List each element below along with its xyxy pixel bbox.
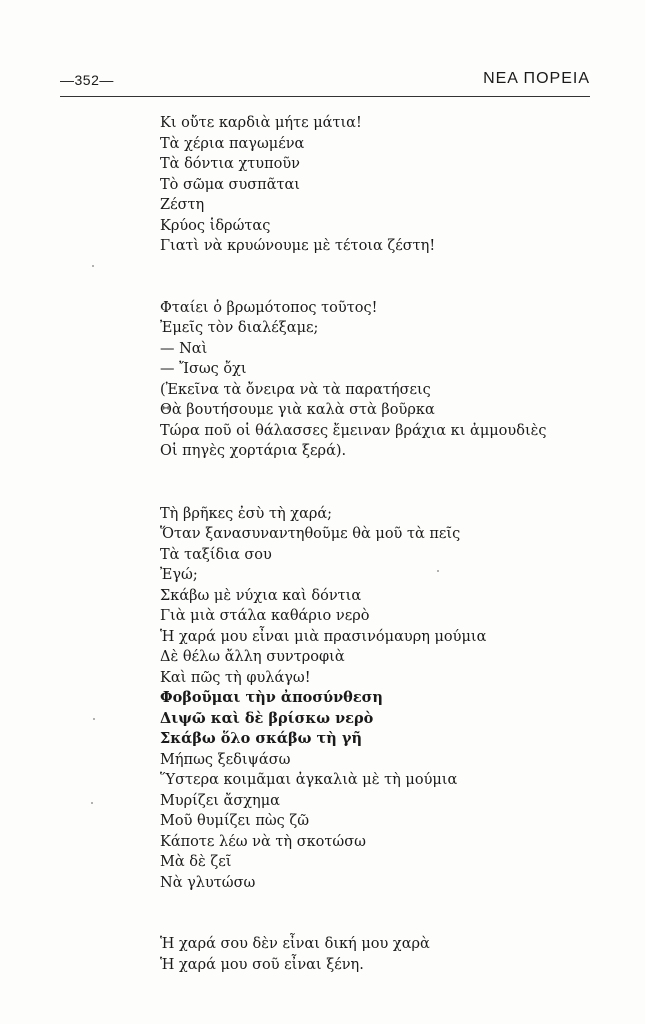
stanza-break — [160, 257, 580, 298]
poem-line: Σκάβω ὅλο σκάβω τὴ γῆ — [160, 730, 362, 747]
stanza-break — [160, 462, 580, 504]
running-header — [60, 70, 590, 94]
page-number: —352— — [60, 72, 114, 88]
poem-line: Τώρα ποῦ οἱ θάλασσες ἔμειναν βράχια κι ἀμμουδιὲς — [160, 422, 547, 439]
poem-line: — Ναὶ — [160, 340, 208, 357]
stanza-1 — [160, 113, 580, 257]
poem-line: Γιὰ μιὰ στάλα καθάριο νερὸ — [160, 608, 370, 624]
poem-line: Οἱ πηγὲς χορτάρια ξερά). — [160, 443, 347, 459]
poem-line: Κάποτε λέω νὰ τὴ σκοτώσω — [160, 833, 366, 850]
poem-line: Ἡ χαρά σου δὲν εἶναι δική μου χαρὰ — [160, 936, 430, 952]
poem-line: Καὶ πῶς τὴ φυλάγω! — [160, 669, 311, 686]
stanza-3 — [160, 504, 580, 894]
journal-title: ΝΕΑ ΠΟΡΕΙΑ — [483, 70, 590, 87]
poem-line: Ἐγώ; — [160, 567, 198, 583]
poem-line: Ζέστη — [160, 197, 205, 213]
print-speck — [92, 265, 94, 267]
poem-line: Τὰ ταξίδια σου — [160, 546, 272, 563]
print-speck — [93, 718, 95, 720]
header-rule — [60, 96, 590, 97]
poem-line: Διψῶ καὶ δὲ βρίσκω νερὸ — [160, 709, 374, 727]
poem-body — [160, 113, 580, 975]
poem-line: Ὕστερα κοιμᾶμαι ἀγκαλιὰ μὲ τὴ μούμια — [160, 772, 458, 788]
poem-line: Τὰ δόντια χτυποῦν — [160, 156, 300, 172]
stanza-break — [160, 893, 580, 934]
poem-line: Γιατὶ νὰ κρυώνουμε μὲ τέτοια ζέστη! — [160, 238, 436, 254]
print-speck — [91, 802, 93, 804]
poem-line: Μυρίζει ἄσχημα — [160, 792, 280, 809]
stanza-4 — [160, 934, 580, 975]
poem-line: Μοῦ θυμίζει πὼς ζῶ — [160, 813, 310, 829]
poem-line: Τὸ σῶμα συσπᾶται — [160, 176, 300, 193]
poem-line: (Ἐκεῖνα τὰ ὄνειρα νὰ τὰ παρατήσεις — [160, 381, 431, 398]
poem-line: Κρύος ἱδρώτας — [160, 217, 271, 234]
poem-line: Σκάβω μὲ νύχια καὶ δόντια — [160, 587, 362, 604]
poem-line: Ἡ χαρά μου εἶναι μιὰ πρασινόμαυρη μούμια — [160, 628, 487, 645]
stanza-2 — [160, 298, 580, 462]
poem-line: Δὲ θέλω ἄλλη συντροφιὰ — [160, 649, 345, 665]
poem-line: Ὅταν ξανασυναντηθοῦμε θὰ μοῦ τὰ πεῖς — [160, 526, 461, 542]
poem-line: Κι οὔτε καρδιὰ μήτε μάτια! — [160, 115, 362, 131]
poem-line: Μήπως ξεδιψάσω — [160, 751, 291, 768]
poem-line: Φταίει ὁ βρωμότοπος τοῦτος! — [160, 299, 378, 316]
poem-line: — Ἴσως ὄχι — [160, 361, 247, 377]
poem-line: Θὰ βουτήσουμε γιὰ καλὰ στὰ βοῦρκα — [160, 402, 435, 418]
poem-line: Νὰ γλυτώσω — [160, 874, 256, 891]
poem-line: Ἐμεῖς τὸν διαλέξαμε; — [160, 320, 319, 336]
poem-line: Μὰ δὲ ζεῖ — [160, 854, 232, 870]
print-speck — [437, 570, 439, 572]
poem-line: Τὴ βρῆκες ἐσὺ τὴ χαρά; — [160, 505, 333, 522]
poem-line: Τὰ χέρια παγωμένα — [160, 135, 305, 152]
poem-line: Φοβοῦμαι τὴν ἀποσύνθεση — [160, 689, 383, 706]
poem-line: Ἡ χαρά μου σοῦ εἶναι ξένη. — [160, 956, 364, 973]
